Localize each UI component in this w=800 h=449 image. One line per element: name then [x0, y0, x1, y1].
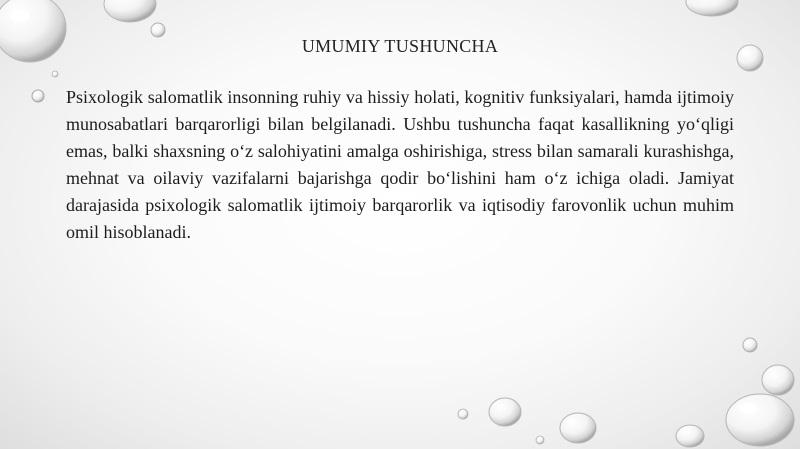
water-drop-icon: [743, 338, 757, 352]
water-drop-icon: [686, 0, 738, 16]
water-drop-icon: [458, 409, 468, 419]
water-drop-icon: [536, 436, 544, 444]
water-drop-icon: [104, 0, 156, 22]
water-drop-icon: [676, 425, 704, 447]
bullet-drop-icon: [31, 89, 45, 103]
slide-body-text: Psixologik salomatlik insonning ruhiy va hissiy holati, kognitiv funksiyalari, hamda ijtimoiy munosabatlari barqarorligi bilan belgilanadi. Ushbu tushuncha faqat kasallikning yo‘qligi emas, balki shaxsning o‘z salohiyatini amalga oshirishiga, stress bilan samarali kurashishga, mehnat va oilaviy vazifalarni bajarishga qodir bo‘lishini ham o‘z ichiga oladi. Jamiyat darajasida psixologik salomatlik ijtimoiy barqarorlik va iqtisodiy farovonlik uchun muhim omil hisoblanadi.: [66, 87, 734, 242]
water-drop-icon: [151, 23, 165, 37]
water-drop-icon: [762, 365, 794, 395]
water-drop-icon: [489, 398, 521, 426]
water-drop-icon: [560, 413, 596, 443]
water-drop-icon: [52, 71, 58, 77]
slide-title: UMUMIY TUSHUNCHA: [301, 36, 499, 56]
water-drop-icon: [726, 394, 794, 446]
